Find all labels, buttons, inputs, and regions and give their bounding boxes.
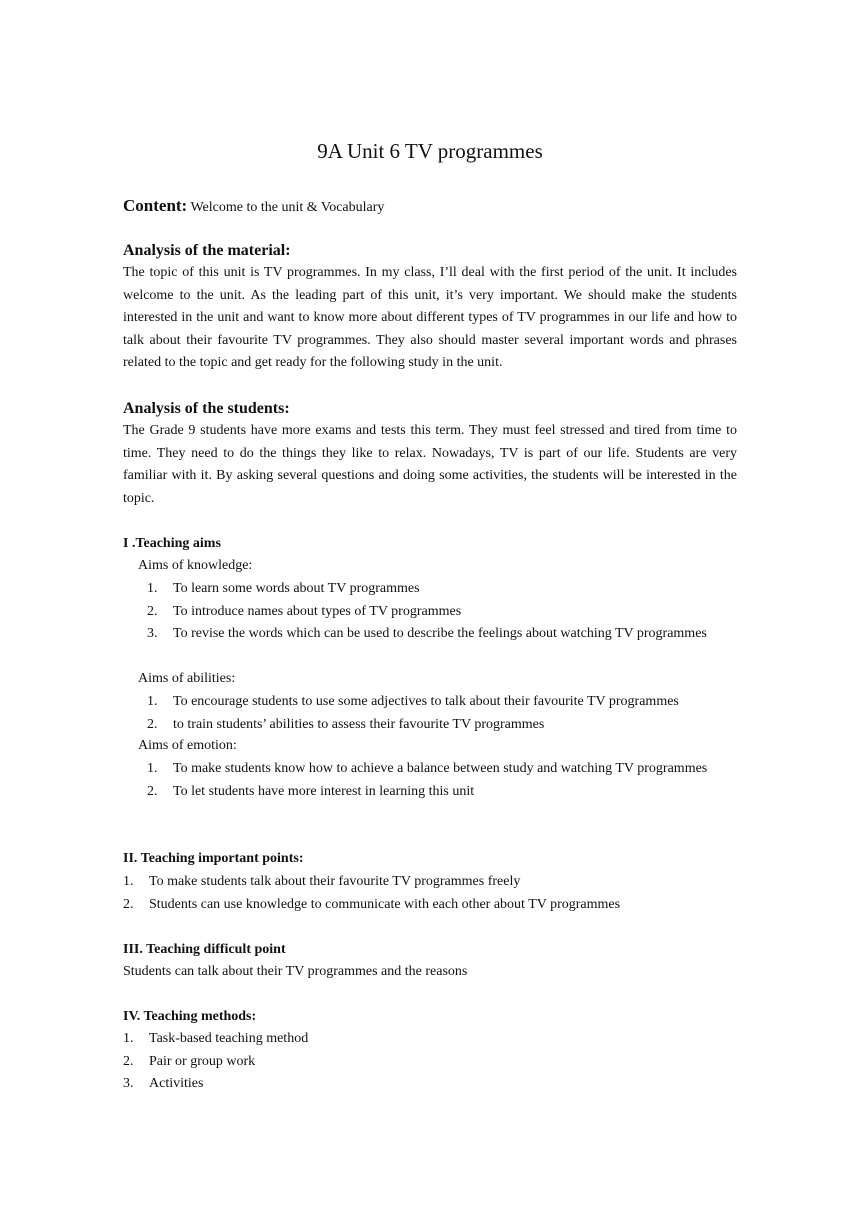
list-text: To make students talk about their favourite TV programmes freely: [149, 874, 521, 889]
list-number: 1.: [123, 874, 134, 889]
list-text: To let students have more interest in learning this unit: [173, 783, 475, 799]
list-item: [123, 714, 737, 737]
list-number: 2.: [147, 716, 158, 732]
abilities-label: Aims of abilities:: [138, 671, 236, 686]
list-item: [123, 623, 737, 646]
list-item: [123, 1073, 737, 1096]
content-label: Content:: [123, 196, 188, 215]
list-number: 1.: [147, 581, 158, 596]
list-text: To introduce names about types of TV programmes: [173, 603, 462, 619]
material-paragraph: The topic of this unit is TV programmes. In my class, I’ll deal with the first period of the unit. It includes welcome to the unit. As the leading part of this unit, it’s very important. We should make the students interested in the unit and want to know more about different types of TV programmes in our life and how to talk about their favourite TV programmes. They also should master several important words and phrases related to the topic and get ready for the following study in the unit.: [123, 265, 737, 371]
difficult-text: Students can talk about their TV programmes and the reasons: [123, 964, 468, 979]
knowledge-label: Aims of knowledge:: [138, 558, 253, 573]
content-line: [123, 195, 384, 219]
list-number: 3.: [147, 626, 158, 642]
important-list: [123, 871, 737, 916]
important-heading: II. Teaching important points:: [123, 851, 304, 866]
list-item: [123, 578, 737, 601]
list-text: to train students’ abilities to assess their favourite TV programmes: [173, 716, 545, 732]
emotion-label: Aims of emotion:: [138, 738, 237, 753]
material-heading: Analysis of the material:: [123, 242, 291, 259]
list-number: 1.: [123, 1031, 134, 1046]
knowledge-list: [123, 578, 737, 646]
list-text: To learn some words about TV programmes: [173, 581, 420, 596]
list-item: [123, 871, 737, 894]
list-number: 3.: [123, 1076, 134, 1092]
aims-heading: I .Teaching aims: [123, 536, 221, 551]
methods-list: [123, 1028, 737, 1096]
list-text: To revise the words which can be used to describe the feelings about watching TV programmes: [173, 626, 707, 642]
list-text: Activities: [149, 1076, 204, 1092]
list-item: [123, 758, 737, 781]
list-item: [123, 691, 737, 714]
emotion-list: [123, 758, 737, 803]
methods-heading: IV. Teaching methods:: [123, 1009, 257, 1024]
list-text: To encourage students to use some adjectives to talk about their favourite TV programmes: [173, 694, 679, 709]
list-text: Pair or group work: [149, 1053, 256, 1069]
students-heading: Analysis of the students:: [123, 400, 290, 417]
content-value: Welcome to the unit & Vocabulary: [190, 200, 385, 215]
list-item: [123, 601, 737, 624]
list-item: [123, 781, 737, 804]
list-number: 2.: [147, 783, 158, 799]
list-item: [123, 1028, 737, 1051]
list-number: 2.: [123, 896, 134, 912]
list-text: Task-based teaching method: [149, 1031, 309, 1046]
abilities-list: [123, 691, 737, 736]
list-item: [123, 1051, 737, 1074]
list-number: 2.: [123, 1053, 134, 1069]
list-text: To make students know how to achieve a balance between study and watching TV programmes: [173, 761, 708, 776]
difficult-heading: III. Teaching difficult point: [123, 942, 286, 957]
students-paragraph: The Grade 9 students have more exams and tests this term. They must feel stressed and tired from time to time. They need to do the things they like to relax. Nowadays, TV is part of our life. Students are very familiar with it. By asking several questions and doing some activities, the students will be interested in the topic.: [123, 423, 737, 506]
list-number: 1.: [147, 694, 158, 709]
list-item: [123, 894, 737, 917]
page-title: 9A Unit 6 TV programmes: [317, 139, 543, 163]
list-number: 2.: [147, 603, 158, 619]
list-number: 1.: [147, 761, 158, 776]
list-text: Students can use knowledge to communicate with each other about TV programmes: [149, 896, 621, 912]
